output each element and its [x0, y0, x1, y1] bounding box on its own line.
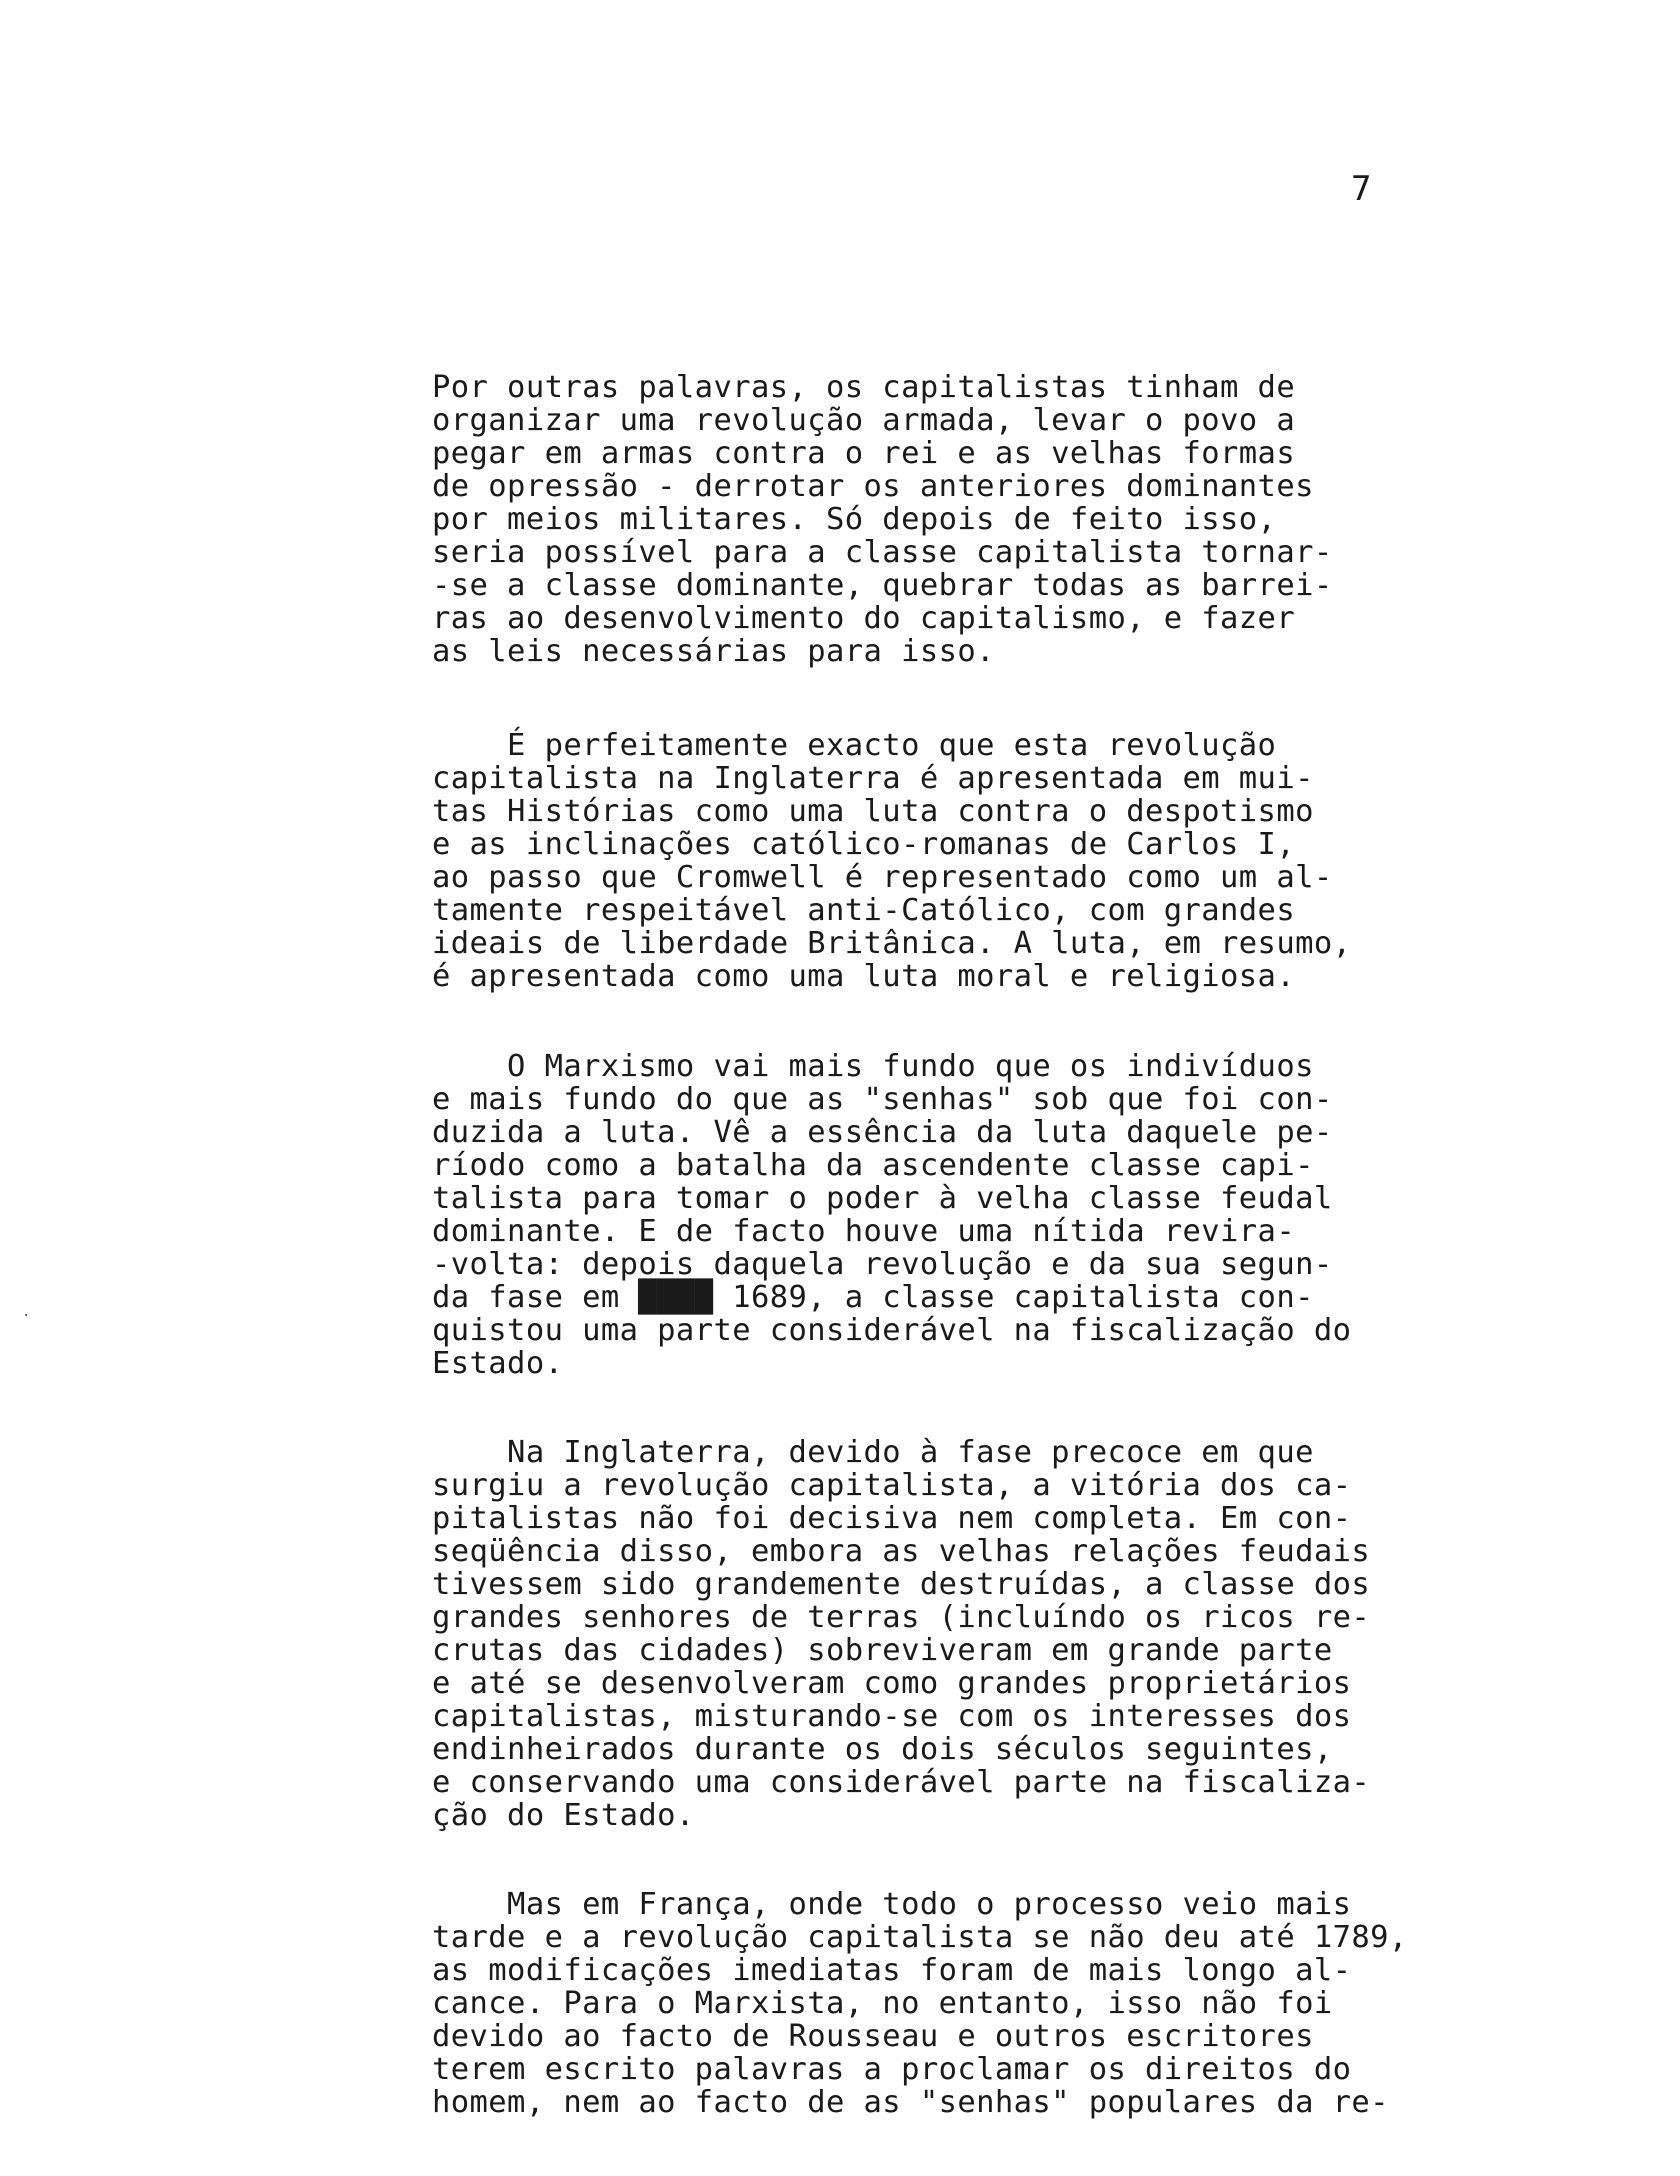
- text-line: ideais de liberdade Britânica. A luta, em resumo,: [432, 926, 1352, 961]
- text-line: Mas em França, onde todo o processo veio mais: [432, 1887, 1352, 1922]
- text-line: tivessem sido grandemente destruídas, a classe dos: [432, 1567, 1371, 1602]
- text-line: tamente respeitável anti-Católico, com grandes: [432, 893, 1296, 928]
- text-line: pitalistas não foi decisiva nem completa. Em con-: [432, 1501, 1352, 1536]
- text-line: endinheirados durante os dois séculos seguintes,: [432, 1732, 1333, 1767]
- text-line: capitalista na Inglaterra é apresentada em mui-: [432, 761, 1314, 796]
- text-line: organizar uma revolução armada, levar o povo a: [432, 403, 1296, 438]
- text-line: terem escrito palavras a proclamar os direitos do: [432, 2052, 1352, 2087]
- text-line: talista para tomar o poder à velha classe feudal: [432, 1181, 1333, 1216]
- text-line: de opressão - derrotar os anteriores dominantes: [432, 469, 1314, 504]
- text-line: surgiu a revolução capitalista, a vitória dos ca-: [432, 1468, 1352, 1503]
- stray-mark: ·: [22, 1308, 31, 1324]
- text-line: -se a classe dominante, quebrar todas as barrei-: [432, 568, 1333, 603]
- text-line: homem, nem ao facto de as "senhas" populares da re-: [432, 2085, 1389, 2120]
- text-line: ção do Estado.: [432, 1798, 695, 1833]
- text-line: Na Inglaterra, devido à fase precoce em que: [432, 1435, 1314, 1470]
- text-line: as modificações imediatas foram de mais longo al-: [432, 1953, 1352, 1988]
- paragraph-1: [432, 371, 1542, 668]
- text-line: e mais fundo do que as "senhas" sob que foi con-: [432, 1082, 1333, 1117]
- text-line: as leis necessárias para isso.: [432, 634, 995, 669]
- text-line: e as inclinações católico-romanas de Carlos I,: [432, 827, 1296, 862]
- text-line: Por outras palavras, os capitalistas tinham de: [432, 370, 1296, 405]
- text-line: Estado.: [432, 1346, 564, 1381]
- text-line: dominante. E de facto houve uma nítida revira-: [432, 1214, 1296, 1249]
- text-line: devido ao facto de Rousseau e outros escritores: [432, 2019, 1314, 2054]
- text-line: da fase em ████ 1689, a classe capitalista con-: [432, 1280, 1314, 1315]
- text-line: crutas das cidades) sobreviveram em grande parte: [432, 1633, 1333, 1668]
- text-line: seqüência disso, embora as velhas relações feudais: [432, 1534, 1371, 1569]
- text-line: ríodo como a batalha da ascendente classe capi-: [432, 1148, 1314, 1183]
- text-line: grandes senhores de terras (incluíndo os ricos re-: [432, 1600, 1371, 1635]
- text-line: é apresentada como uma luta moral e religiosa.: [432, 959, 1296, 994]
- text-line: pegar em armas contra o rei e as velhas formas: [432, 436, 1296, 471]
- paragraph-4: [432, 1436, 1542, 1832]
- text-line: ras ao desenvolvimento do capitalismo, e fazer: [432, 601, 1296, 636]
- text-line: -volta: depois daquela revolução e da sua segun-: [432, 1247, 1333, 1282]
- paragraph-3: [432, 1050, 1542, 1380]
- text-line: e conservando uma considerável parte na fiscaliza-: [432, 1765, 1371, 1800]
- text-line: e até se desenvolveram como grandes proprietários: [432, 1666, 1352, 1701]
- text-line: cance. Para o Marxista, no entanto, isso não foi: [432, 1986, 1333, 2021]
- page-number: 7: [1351, 169, 1372, 209]
- text-line: É perfeitamente exacto que esta revolução: [432, 728, 1277, 763]
- text-line: ao passo que Cromwell é representado como um al-: [432, 860, 1333, 895]
- text-line: por meios militares. Só depois de feito isso,: [432, 502, 1277, 537]
- paragraph-5: [432, 1888, 1542, 2119]
- paragraph-2: [432, 729, 1542, 993]
- text-line: tarde e a revolução capitalista se não deu até 1789,: [432, 1920, 1408, 1955]
- text-line: tas Histórias como uma luta contra o despotismo: [432, 794, 1314, 829]
- text-line: O Marxismo vai mais fundo que os indivíduos: [432, 1049, 1314, 1084]
- text-line: quistou uma parte considerável na fiscalização do: [432, 1313, 1352, 1348]
- text-line: duzida a luta. Vê a essência da luta daquele pe-: [432, 1115, 1333, 1150]
- text-line: seria possível para a classe capitalista tornar-: [432, 535, 1333, 570]
- text-line: capitalistas, misturando-se com os interesses dos: [432, 1699, 1352, 1734]
